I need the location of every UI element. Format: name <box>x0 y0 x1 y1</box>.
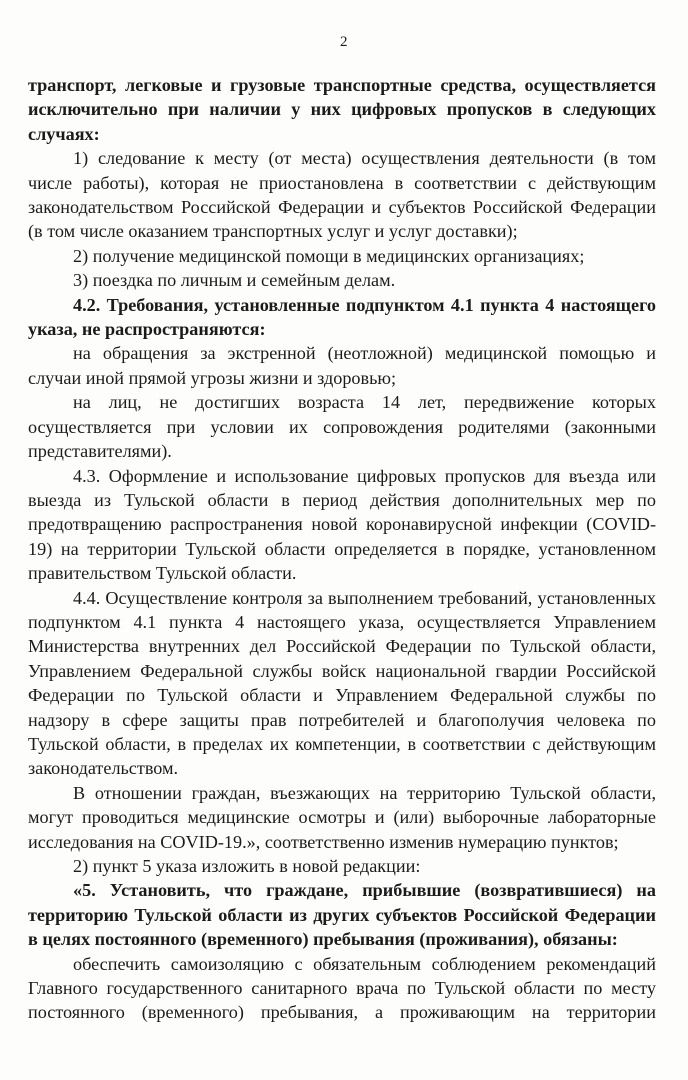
paragraph-minors-exemption: на лиц, не достигших возраста 14 лет, передвижение которых осуществляется при условии их сопровождения родителями (законными представителями). <box>28 392 656 462</box>
paragraph-self-isolation: обеспечить самоизоляцию с обязательным соблюдением рекомендаций Главного государственного санитарного врача по Тульской области по месту постоянного (временного) пребывания, а проживающим на территории <box>28 953 656 1023</box>
paragraph-medical-checks: В отношении граждан, въезжающих на территорию Тульской области, могут проводиться медицинские осмотры и (или) выборочные лабораторные исследования на COVID-19.», соответственно изменив нумерацию пунктов; <box>28 782 656 852</box>
paragraph-item-1-work-travel: 1) следование к месту (от места) осуществления деятельности (в том числе работы), которая не приостановлена в соответствии с действующим законодательством Российской Федерации и субъектов Российской Федерации (в том числе оказанием транспортных услуг и услуг доставки); <box>28 148 656 242</box>
paragraph-transport-passes: транспорт, легковые и грузовые транспортные средства, осуществляется исключительно при наличии у них цифровых пропусков в следующих случаях: <box>28 75 656 144</box>
paragraph-4-2-heading: 4.2. Требования, установленные подпунктом 4.1 пункта 4 настоящего указа, не распространяются: <box>28 294 656 340</box>
paragraph-item-3-personal-trips: 3) поездка по личным и семейным делам. <box>73 270 396 291</box>
paragraph-4-3-digital-passes: 4.3. Оформление и использование цифровых пропусков для въезда или выезда из Тульской области в период действия дополнительных мер по предотвращению распространения новой коронавирусной инфекции (COVID-19) на территории Тульской области определяется в порядке, установленном правительством Тульской области. <box>28 465 656 584</box>
paragraph-item-2-medical-care: 2) получение медицинской помощи в медицинских организациях; <box>73 245 585 266</box>
paragraph-emergency-exemption: на обращения за экстренной (неотложной) медицинской помощью и случаи иной прямой угрозы жизни и здоровью; <box>28 343 656 388</box>
document-body <box>28 73 656 1025</box>
page-number: 2 <box>340 34 348 50</box>
paragraph-5-arrivals-heading: «5. Установить, что граждане, прибывшие (возвратившиеся) на территорию Тульской области из других субъектов Российской Федерации в целях постоянного (временного) пребывания (проживания), обязаны: <box>28 880 656 950</box>
paragraph-item-2-new-edition: 2) пункт 5 указа изложить в новой редакции: <box>73 856 421 876</box>
paragraph-4-4-control: 4.4. Осуществление контроля за выполнением требований, установленных подпунктом 4.1 пункта 4 настоящего указа, осуществляется Управлением Министерства внутренних дел Российской Федерации по Тульской области, Управлением Федеральной службы войск национальной гвардии Российской Федерации по Тульской области и Управлением Федеральной службы по надзору в сфере защиты прав потребителей и благополучия человека по Тульской области, в пределах их компетенции, в соответствии с действующим законодательством. <box>28 587 656 779</box>
